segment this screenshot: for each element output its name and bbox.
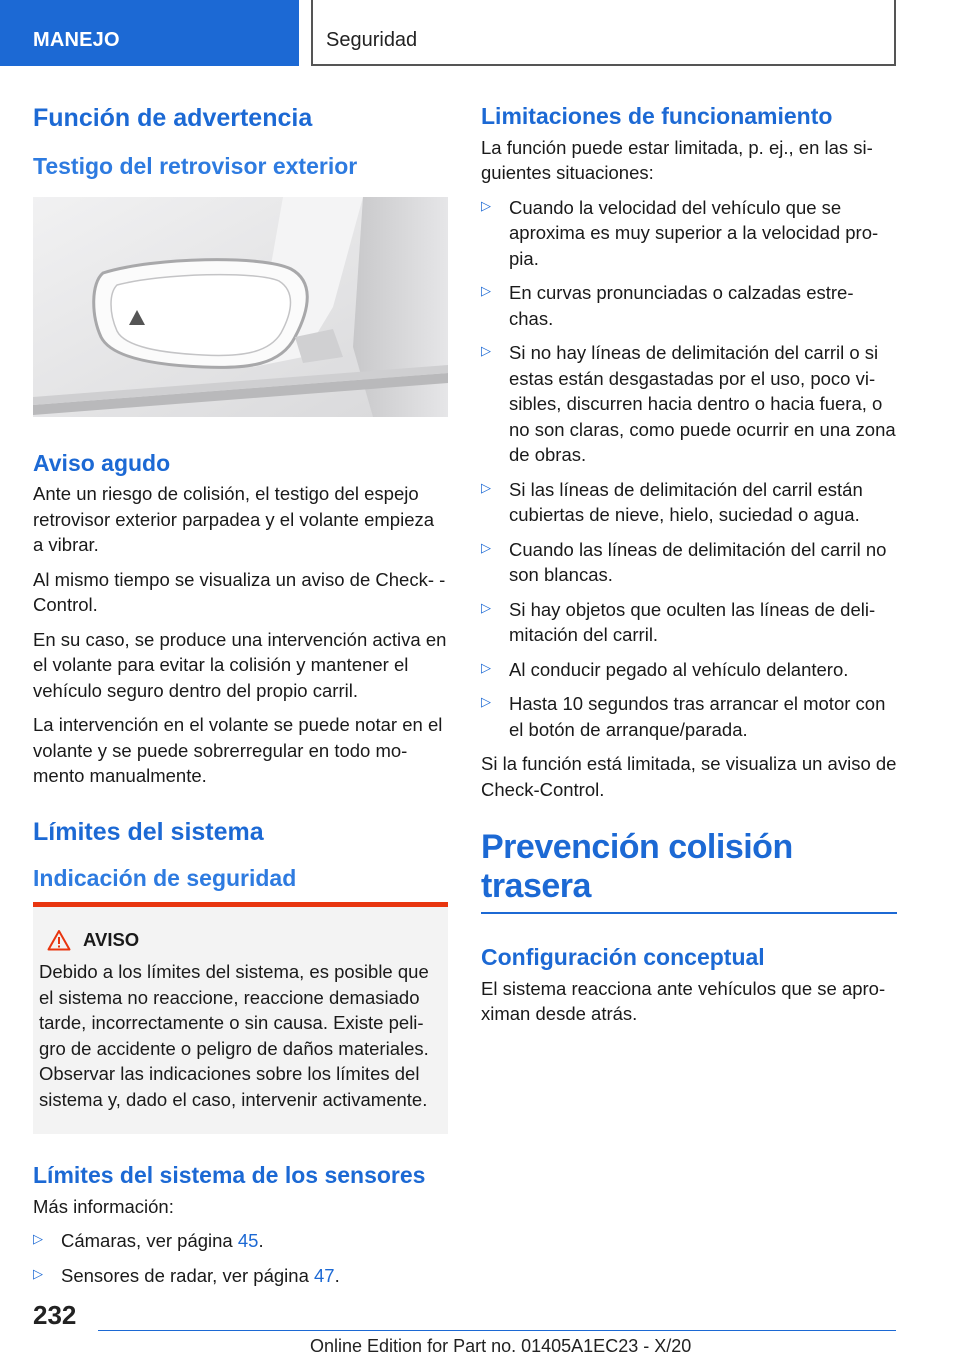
side-mirror-image <box>33 197 448 417</box>
warning-triangle-icon <box>47 929 71 951</box>
bullet-triangle-icon: ▷ <box>481 197 491 213</box>
left-column <box>33 95 448 1297</box>
heading-testigo-retrovisor: Testigo del retrovisor exterior <box>33 153 358 179</box>
header-subsection-label: Seguridad <box>326 29 418 51</box>
list-item: ▷ Cuando la velocidad del vehículo que se aproxima es muy superior a la velocidad pro- pia. <box>481 196 879 269</box>
list-item: ▷ Si hay objetos que oculten las líneas de deli- mitación del carril. <box>481 598 876 646</box>
warning-title: AVISO <box>83 929 140 951</box>
paragraph-aviso-3: En su caso, se produce una intervención activa en el volante para evitar la colisión y mantener el vehículo seguro dentro del propio carril. <box>33 628 447 701</box>
heading-funcion-advertencia: Función de advertencia <box>33 104 313 132</box>
heading-limites-sensores: Límites del sistema de los sensores <box>33 1162 426 1189</box>
list-item: ▷ Cuando las líneas de delimitación del carril no son blancas. <box>481 538 887 586</box>
bullet-triangle-icon: ▷ <box>481 539 491 555</box>
list-item: ▷ Si las líneas de delimitación del carril están cubiertas de nieve, hielo, suciedad o agua. <box>481 478 863 526</box>
bullet-triangle-icon: ▷ <box>481 694 491 710</box>
right-column <box>481 95 897 1036</box>
heading-limites-sistema: Límites del sistema <box>33 817 264 846</box>
heading-prevencion-colision: Prevención colisión trasera <box>481 828 897 914</box>
list-item: ▷ Cámaras, ver página 45. <box>33 1230 264 1252</box>
heading-limitaciones: Limitaciones de funcionamiento <box>481 103 833 129</box>
bullet-triangle-icon: ▷ <box>481 283 491 299</box>
heading-configuracion: Configuración conceptual <box>481 944 765 971</box>
bullet-triangle-icon: ▷ <box>33 1265 43 1281</box>
list-item: ▷ Sensores de radar, ver página 47. <box>33 1264 340 1286</box>
heading-aviso-agudo: Aviso agudo <box>33 449 171 476</box>
page-number: 232 <box>33 1300 77 1330</box>
bullet-triangle-icon: ▷ <box>481 479 491 495</box>
bullet-triangle-icon: ▷ <box>481 599 491 615</box>
header-section-label: MANEJO <box>33 29 120 51</box>
footer-divider <box>98 1330 896 1331</box>
header-section-tab <box>0 0 299 66</box>
warning-text: Debido a los límites del sistema, es posible que el sistema no reaccione, reaccione demasiado tarde, incorrectamente o sin causa. Existe peli- gro de accidente o peligro de daños materiales. Observar las indicaciones sobre los límites del sistema y, dado el caso, intervenir activamente. <box>39 961 429 1110</box>
limitations-list <box>481 195 897 743</box>
warning-header <box>39 929 442 951</box>
paragraph-limitaciones-intro: La función puede estar limitada, p. ej., en las si- guientes situaciones: <box>481 136 873 184</box>
mas-informacion-label: Más información: <box>33 1195 174 1217</box>
paragraph-limitaciones-outro: Si la función está limitada, se visualiza un aviso de Check-Control. <box>481 753 897 800</box>
paragraph-aviso-1: Ante un riesgo de colisión, el testigo del espejo retrovisor exterior parpadea y el volante empieza a vibrar. <box>33 483 435 556</box>
paragraph-aviso-4: La intervención en el volante se puede notar en el volante y se puede sobrerregular en todo mo- mento manualmente. <box>33 714 443 787</box>
bullet-triangle-icon: ▷ <box>481 659 491 675</box>
paragraph-configuracion: El sistema reacciona ante vehículos que se apro- ximan desde atrás. <box>481 977 886 1025</box>
list-item: ▷ Si no hay líneas de delimitación del carril o si estas están desgastadas por el uso, poco vi- sibles, discurren hacia dentro o hacia fuera, o no son claras, como puede ocurrir en una zona de obras. <box>481 342 896 466</box>
list-item: ▷ En curvas pronunciadas o calzadas estre- chas. <box>481 282 854 329</box>
edition-note: Online Edition for Part no. 01405A1EC23 - X/20 <box>310 1336 692 1356</box>
page-link-47[interactable]: 47 <box>314 1264 335 1286</box>
page-link-45[interactable]: 45 <box>237 1230 259 1252</box>
sensor-reference-list <box>33 1228 448 1288</box>
list-item: ▷ Hasta 10 segundos tras arrancar el motor con el botón de arranque/parada. <box>481 693 886 740</box>
warning-box <box>33 902 448 1134</box>
header-subsection-box <box>311 0 896 66</box>
heading-indicacion-seguridad: Indicación de seguridad <box>33 864 297 891</box>
paragraph-aviso-2: Al mismo tiempo se visualiza un aviso de Check- -Control. <box>33 568 446 616</box>
bullet-triangle-icon: ▷ <box>33 1231 43 1247</box>
mirror-illustration <box>33 197 448 417</box>
list-item: ▷ Al conducir pegado al vehículo delantero. <box>481 658 849 680</box>
bullet-triangle-icon: ▷ <box>481 343 491 359</box>
